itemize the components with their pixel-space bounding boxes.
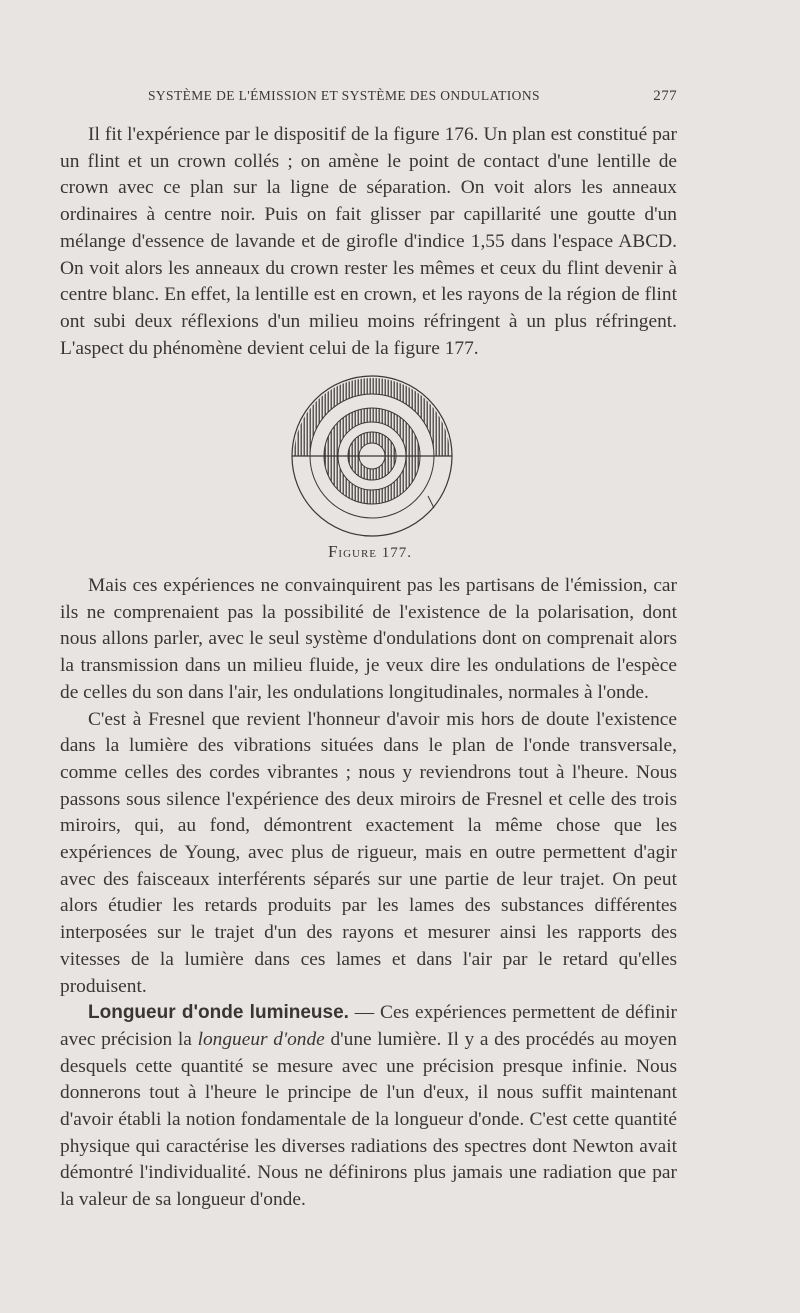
paragraph-text: d'une lumière. Il y a des procédés au moyen desquels cette quantité se mesure avec une précision presque infinie. Nous donnerons tout à l'heure le principe de l'un d'eux, il nous suffit maintenant d'avoir établi la notion fondamentale de la longueur d'onde. C'est cette quantité physique qui caractérise les diverses radiations des spectres dont Newton avait démontré l'individualité. Nous ne définirons plus jamais une radiation que par la valeur de sa longueur d'onde. bbox=[60, 1028, 677, 1211]
running-title: SYSTÈME DE L'ÉMISSION ET SYSTÈME DES ONDULATIONS bbox=[148, 88, 540, 103]
italic-term: longueur d'onde bbox=[197, 1028, 325, 1050]
caption-rest: igure 177. bbox=[338, 545, 413, 561]
paragraph: C'est à Fresnel que revient l'honneur d'avoir mis hors de doute l'existence dans la lumière des vibrations situées dans le plan de l'onde transversale, comme celles des cordes vibrantes ; nous y reviendrons tout à l'heure. Nous passons sous silence l'expérience des deux miroirs de Fresnel et celle des trois miroirs, qui, au fond, démontrent exactement la même chose que les expériences de Young, avec plus de rigueur, mais en outre permettent d'agir avec des faisceaux interférents séparés sur une partie de leur trajet. On peut alors étudier les retards produits par les lames des substances différentes interposées sur le trajet d'un des rayons et mesurer ainsi les rapports des vitesses de la lumière dans ces lames et dans l'air par le retard qu'elles produisent. bbox=[60, 708, 677, 997]
page-number: 277 bbox=[653, 88, 677, 104]
newton-rings-figure bbox=[288, 368, 456, 538]
paragraph: Mais ces expériences ne convainquirent pas les partisans de l'émission, car ils ne comprenaient pas la possibilité de l'existence de la polarisation, dont nous allons parler, avec le seul système d'ondulations dont on comprenait alors la transmission dans un milieu fluide, je veux dire les ondulations de l'espèce de celles du son dans l'air, les ondulations longitudinales, normales à l'onde. bbox=[60, 575, 677, 703]
paragraph: Il fit l'expérience par le dispositif de la figure 176. Un plan est constitué par un flint et un crown collés ; on amène le point de contact d'une lentille de crown avec ce plan sur la ligne de séparation. On voit alors les anneaux ordinaires à centre noir. Puis on fait glisser par capillarité une goutte d'un mélange d'essence de lavande et de girofle d'indice 1,55 dans l'espace ABCD. On voit alors les anneaux du crown rester les mêmes et ceux du flint devenir à centre blanc. En effet, la lentille est en crown, et les rayons de la région de flint ont subi deux réflexions d'un milieu moins réfringent à un plus réfringent. L'aspect du phénomène devient celui de la figure 177. bbox=[60, 124, 677, 359]
paragraph-text: Ces expériences permettent de définir avec précision la bbox=[60, 1002, 677, 1050]
paragraph-longueur-onde bbox=[60, 1000, 677, 1214]
text-block-bottom bbox=[60, 573, 677, 1214]
section-heading: Longueur d'onde lumineuse. bbox=[88, 1002, 349, 1024]
text-block-top bbox=[60, 122, 677, 362]
caption-lead: F bbox=[327, 542, 339, 561]
figure-caption bbox=[0, 542, 740, 562]
heading-dash: — bbox=[348, 1002, 381, 1024]
running-header bbox=[60, 88, 677, 108]
